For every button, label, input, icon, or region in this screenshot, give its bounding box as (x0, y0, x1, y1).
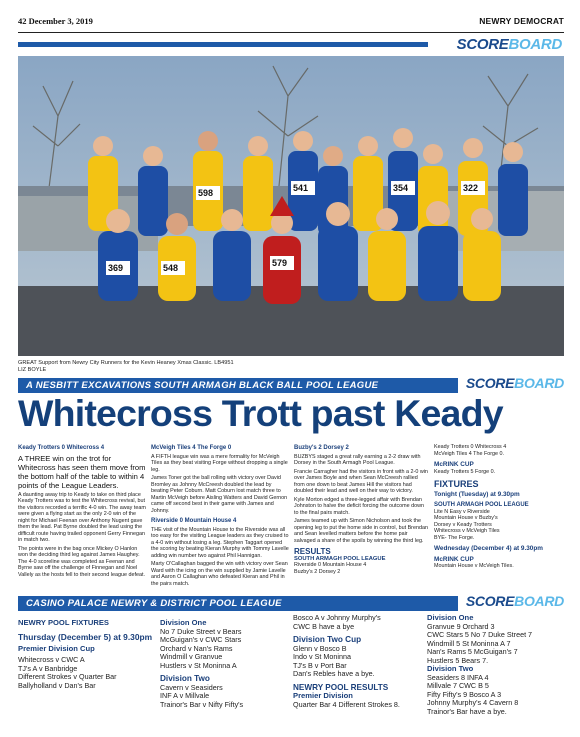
logo-stripe (18, 42, 428, 47)
fixture-line: Orchard v Nan's Rams (160, 643, 233, 653)
fixture-line: Dan's Rebles have a bye. (293, 669, 375, 678)
result-line: Keady Trotters 5 Forge 0. (434, 468, 496, 475)
fixture-line: Mountain House v McVeigh Tiles. (434, 563, 514, 569)
fixtures-heading: NEWRY POOL FIXTURES (18, 618, 109, 627)
fixture-line: TJ's A v Banbridge (18, 663, 78, 673)
fixtures-date: Thursday (December 5) at 9.30pm (18, 631, 153, 642)
paragraph: A FIFTH league win was a mere formality for McVeigh Tiles as they beat visiting Forge without dropping a single leg. (151, 453, 288, 473)
logo-part-a: SCORE (465, 375, 515, 391)
division-heading: Division Two Cup (293, 635, 362, 644)
page-date: 42 December 3, 2019 (18, 16, 93, 26)
header-rule (18, 32, 564, 33)
scoreboard-logo (457, 36, 562, 53)
fixtures-heading: FIXTURES (434, 479, 479, 489)
result-line: Millvale 7 CWC B 5 (427, 681, 489, 690)
result-line: Quarter Bar 4 Different Strokes 8. (293, 699, 400, 709)
result-line: Windmill 5 St Moninna A 7 (427, 638, 511, 648)
fixture-line: McGuigan's v CWC Stars (160, 635, 242, 644)
fixture-line: No 7 Duke Street v Bears (160, 626, 242, 636)
lead-paragraph: A THREE win on the trot for Whitecross has seen them move from the bottom half of the table to within 4 points of the League Leaders. (18, 453, 146, 490)
runners-photo-illustration (18, 56, 564, 356)
results-subheading: SOUTH ARMAGH POOL LEAGUE (294, 555, 386, 562)
result-line: Hustlers 5 Bears 7. (427, 655, 489, 665)
league-banner: A NESBITT EXCAVATIONS SOUTH ARMAGH BLACK BALL POOL LEAGUE (18, 378, 458, 393)
paragraph: THE visit of the Mountain House to the Riverside was all too easy for the visiting League leaders as they cruised to a 4-0 win without losing a leg. Stephen Taggart opened the scoring by beating Kieran Murphy with Tommy Lavelle adding win number two against Phil Hannigan. (151, 526, 289, 559)
result-line: Trainor's Bar have a bye. (427, 706, 507, 716)
group-photo (18, 56, 564, 356)
bib-number: 369 (108, 263, 124, 273)
article-column-2 (151, 444, 289, 587)
paragraph: BUZBYS staged a great rally earning a 2-2 draw with Dorsey in the South Armagh Pool League. (294, 453, 421, 466)
fixture-line: Indo v St Moninna (293, 652, 351, 661)
fixture-line: Lite N Easy v Riverside (434, 508, 490, 515)
fixture-line: Dorsey v Keady Trotters (434, 521, 492, 528)
league-heading: SOUTH ARMAGH POOL LEAGUE (434, 502, 529, 508)
fixture-line: Whitecross v McVeigh Tiles (434, 528, 500, 534)
fixture-line: TJ's B v Port Bar (293, 660, 347, 670)
paragraph: James Toner got the ball rolling with victory over David Bromley as Johnny McCreesh doubled the lead by beating Peter Coburn. Matt Coburn lost match three to Martin McVeigh before Aisling Watters and David Gernon came off second best in their game with James and Johnny. (151, 475, 288, 514)
fixture-line: Hustlers v St Moninna A (160, 660, 237, 670)
result-line: Fifty Fifty's 9 Bosco A 3 (427, 689, 502, 699)
article-column-4 (434, 444, 564, 570)
result-line: Riverside 0 Mountain House 4 (294, 562, 367, 568)
fixture-line: Bosco A v Johnny Murphy's (293, 613, 381, 622)
page-header (18, 14, 564, 32)
result-line: CWC Stars 5 No 7 Duke Street 7 (427, 630, 533, 639)
logo-part-b: BOARD (508, 36, 562, 53)
paragraph: A daunting away trip to Keady to take on third place Keady Trotters was to test the Whitecross revival, but the visitors recorded a terrific 4-0 win. The away team were given a flying start as the only 2-0 win of the night for Michael Feenan over Anthony Nugent gave them the lead. Pat Byrne doubled the lead using the difficult route having trailed opponent Gerry Finnegan in match two. (18, 491, 146, 543)
result-line: McVeigh Tiles 4 The Forge 0. (434, 450, 505, 457)
match-heading: McVeigh Tiles 4 The Forge 0 (151, 445, 232, 451)
fixture-line: Whitecross v CWC A (18, 655, 85, 664)
logo-part-b: BOARD (514, 593, 564, 609)
bib-number: 541 (293, 183, 309, 193)
result-line: Keady Trotters 0 Whitecross 4 (434, 444, 507, 450)
bib-number: 548 (163, 263, 179, 273)
fixtures-date: Wednesday (December 4) at 9.30pm (434, 545, 543, 552)
paragraph: James teamed up with Simon Nicholson and took the opening leg to put the home side in control, but Brendan and Sean levelled matters before the home pair salvaged a share of the spoils by winning the third leg. (294, 518, 428, 544)
article-column-1 (18, 444, 146, 578)
match-heading: Riverside 0 Mountain House 4 (151, 518, 237, 524)
scoreboard-logo-2 (458, 375, 564, 391)
fixture-line: Different Strokes v Quarter Bar (18, 672, 117, 681)
fixtures-date: Tonight (Tuesday) at 9.30pm (434, 490, 520, 498)
division-heading: Division One (427, 613, 474, 622)
logo-part-b: BOARD (514, 375, 564, 391)
result-line: Seasiders 8 INFA 4 (427, 672, 489, 682)
result-line: Granvue 9 Orchard 3 (427, 621, 495, 631)
fixtures-column-2 (160, 619, 290, 709)
division-heading: Division Two (427, 664, 474, 673)
cup-heading: Premier Division Cup (18, 643, 95, 653)
match-heading: Buzby's 2 Dorsey 2 (294, 445, 349, 451)
photo-credit: LIZ BOYLE (18, 367, 47, 373)
fixture-line: INF A v Millvale (160, 691, 210, 700)
logo-part-a: SCORE (456, 36, 509, 53)
fixture-line: Ballyholland v Dan's Bar (18, 680, 96, 690)
result-line: Buzby's 2 Dorsey 2 (294, 568, 341, 575)
result-line: Johnny Murphy's 4 Cavern 8 (427, 698, 519, 707)
fixture-line: Glenn v Bosco B (293, 643, 347, 653)
fixture-line: Mountain House v Buzby's (434, 515, 498, 521)
fixtures-column-1 (18, 617, 153, 690)
match-heading: Keady Trotters 0 Whitecross 4 (18, 445, 105, 451)
fixture-line: Cavern v Seasiders (160, 682, 223, 692)
bib-number: 598 (198, 188, 214, 198)
paragraph: Marty O'Callaghan bagged the win with victory over Sean Ward with the icing on the win supplied by Jamie Lavelle and Aaron O Callaghan who defeated Kieran and Phil in the pairs match. (151, 561, 288, 587)
division-heading: Premier Division (293, 691, 353, 700)
results-column-4 (427, 614, 564, 716)
cup-heading: McRINK CUP (434, 461, 474, 468)
paragraph: Kyle Morton edged a three-legged affair with Brendan Johnston to halve the deficit forcing the outcome down to the final pairs match. (294, 496, 425, 516)
scoreboard-logo-3 (458, 593, 564, 609)
bib-number: 579 (272, 258, 288, 268)
logo-part-a: SCORE (465, 593, 515, 609)
bib-number: 354 (393, 183, 409, 193)
masthead: NEWRY DEMOCRAT (479, 16, 564, 26)
caption-text: GREAT Support from Newry City Runners for the Kevin Heaney Xmas Classic. LB4951 (18, 360, 234, 366)
bib-number: 322 (463, 183, 479, 193)
result-line: Nan's Rams 5 McGuigan's 7 (427, 647, 518, 656)
results-heading: NEWRY POOL RESULTS (293, 682, 389, 692)
paragraph: Francie Carragher had the visitors in front with a 2-0 win over James Boyle and when Sean McCreesh rallied from one down to beat James Hill the visitors had doubled their lead and well on their way to victory. (294, 468, 428, 494)
article-column-3 (294, 444, 428, 575)
fixture-line: Windmill v Granvue (160, 652, 223, 661)
league-banner-2: CASINO PALACE NEWRY & DISTRICT POOL LEAGUE (18, 596, 458, 611)
cup-heading: McRINK CUP (434, 555, 474, 563)
fixtures-column-3 (293, 614, 423, 709)
division-heading: Division Two (160, 674, 210, 683)
paragraph: The points were in the bag once Mickey O Hanlon won the deciding third leg against James Haughey. The 4-0 scoreline was completed as Feenan and Byrne saw off the challenge of Finnegan and Noel Vallely as the hosts fell to their second league defeat. (18, 545, 145, 578)
photo-caption (18, 360, 234, 374)
fixture-line: BYE- The Forge. (434, 534, 475, 541)
fixture-line: Trainor's Bar v Nifty Fifty's (160, 699, 244, 709)
fixture-line: CWC B have a bye (293, 621, 355, 631)
headline: Whitecross Trott past Keady (18, 392, 503, 434)
results-heading: RESULTS (294, 547, 331, 556)
division-heading: Division One (160, 618, 207, 627)
